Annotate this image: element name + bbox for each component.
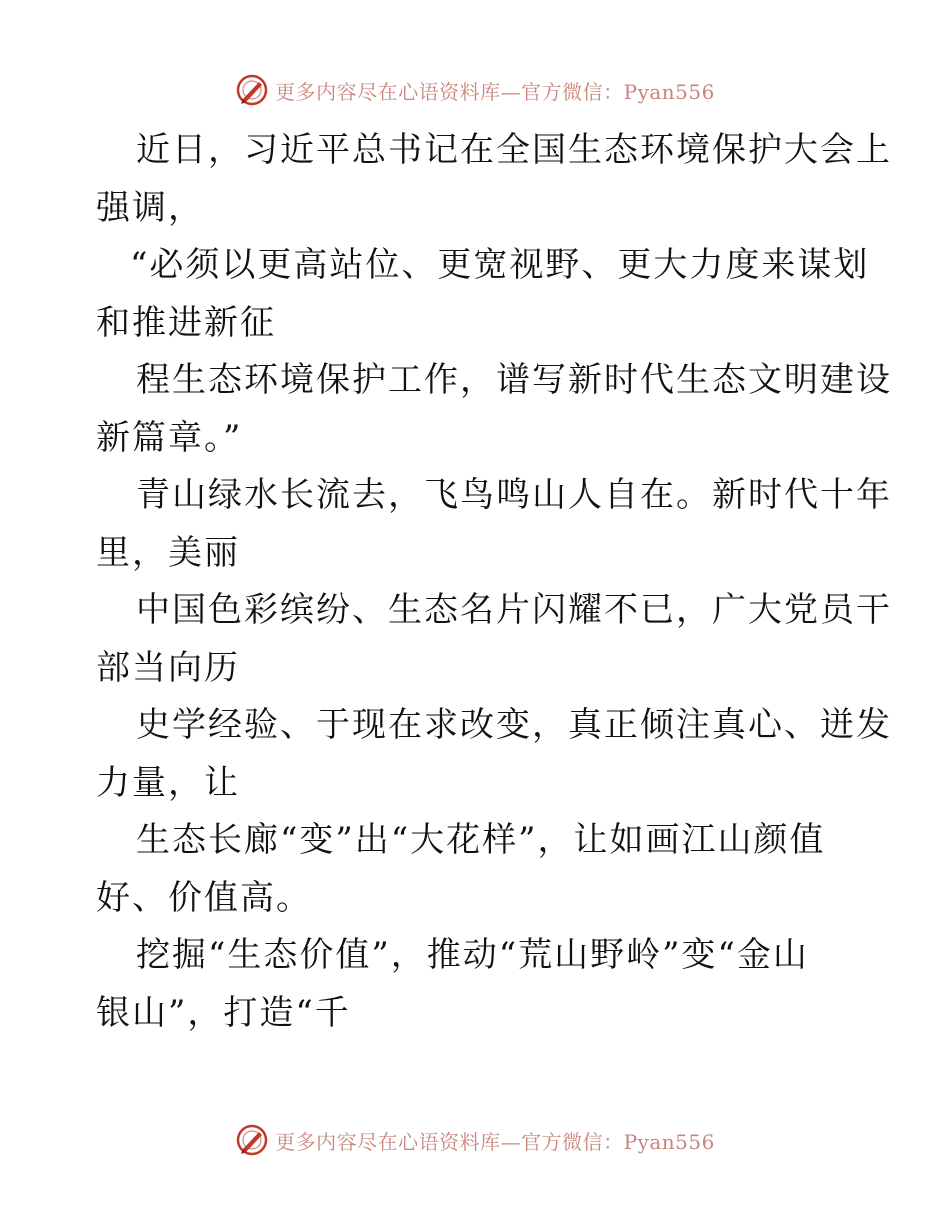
text-line: 近日，习近平总书记在全国生态环境保护大会上: [136, 130, 892, 170]
pen-logo-icon: [235, 1123, 269, 1157]
text-line: 和推进新征: [96, 302, 276, 343]
text-line: 挖掘“生态价值”，推动“荒山野岭”变“金山: [136, 935, 809, 975]
footer-banner: [0, 1120, 950, 1160]
document-body: [96, 122, 892, 1042]
text-line: 里，美丽: [96, 532, 240, 573]
text-line: 力量，让: [96, 762, 240, 803]
text-line: “必须以更高站位、更宽视野、更大力度来谋划: [130, 245, 870, 285]
text-line: 青山绿水长流去，飞鸟鸣山人自在。新时代十年: [136, 475, 892, 515]
text-line: 生态长廊“变”出“大花样”，让如画江山颜值: [136, 820, 826, 860]
header-banner: [0, 70, 950, 110]
pen-logo-icon: [235, 73, 269, 107]
footer-banner-text: 更多内容尽在心语资料库—官方微信：Pyan556: [275, 1129, 715, 1154]
text-line: 好、价值高。: [96, 877, 312, 918]
text-line: 史学经验、于现在求改变，真正倾注真心、迸发: [136, 705, 892, 745]
text-line: 强调，: [96, 187, 204, 228]
text-line: 新篇章。”: [96, 417, 243, 458]
text-line: 中国色彩缤纷、生态名片闪耀不已，广大党员干: [136, 590, 892, 630]
text-line: 银山”，打造“千: [96, 992, 351, 1033]
header-banner-text: 更多内容尽在心语资料库—官方微信：Pyan556: [275, 79, 715, 104]
text-line: 程生态环境保护工作，谱写新时代生态文明建设: [136, 360, 892, 400]
text-line: 部当向历: [96, 647, 240, 688]
